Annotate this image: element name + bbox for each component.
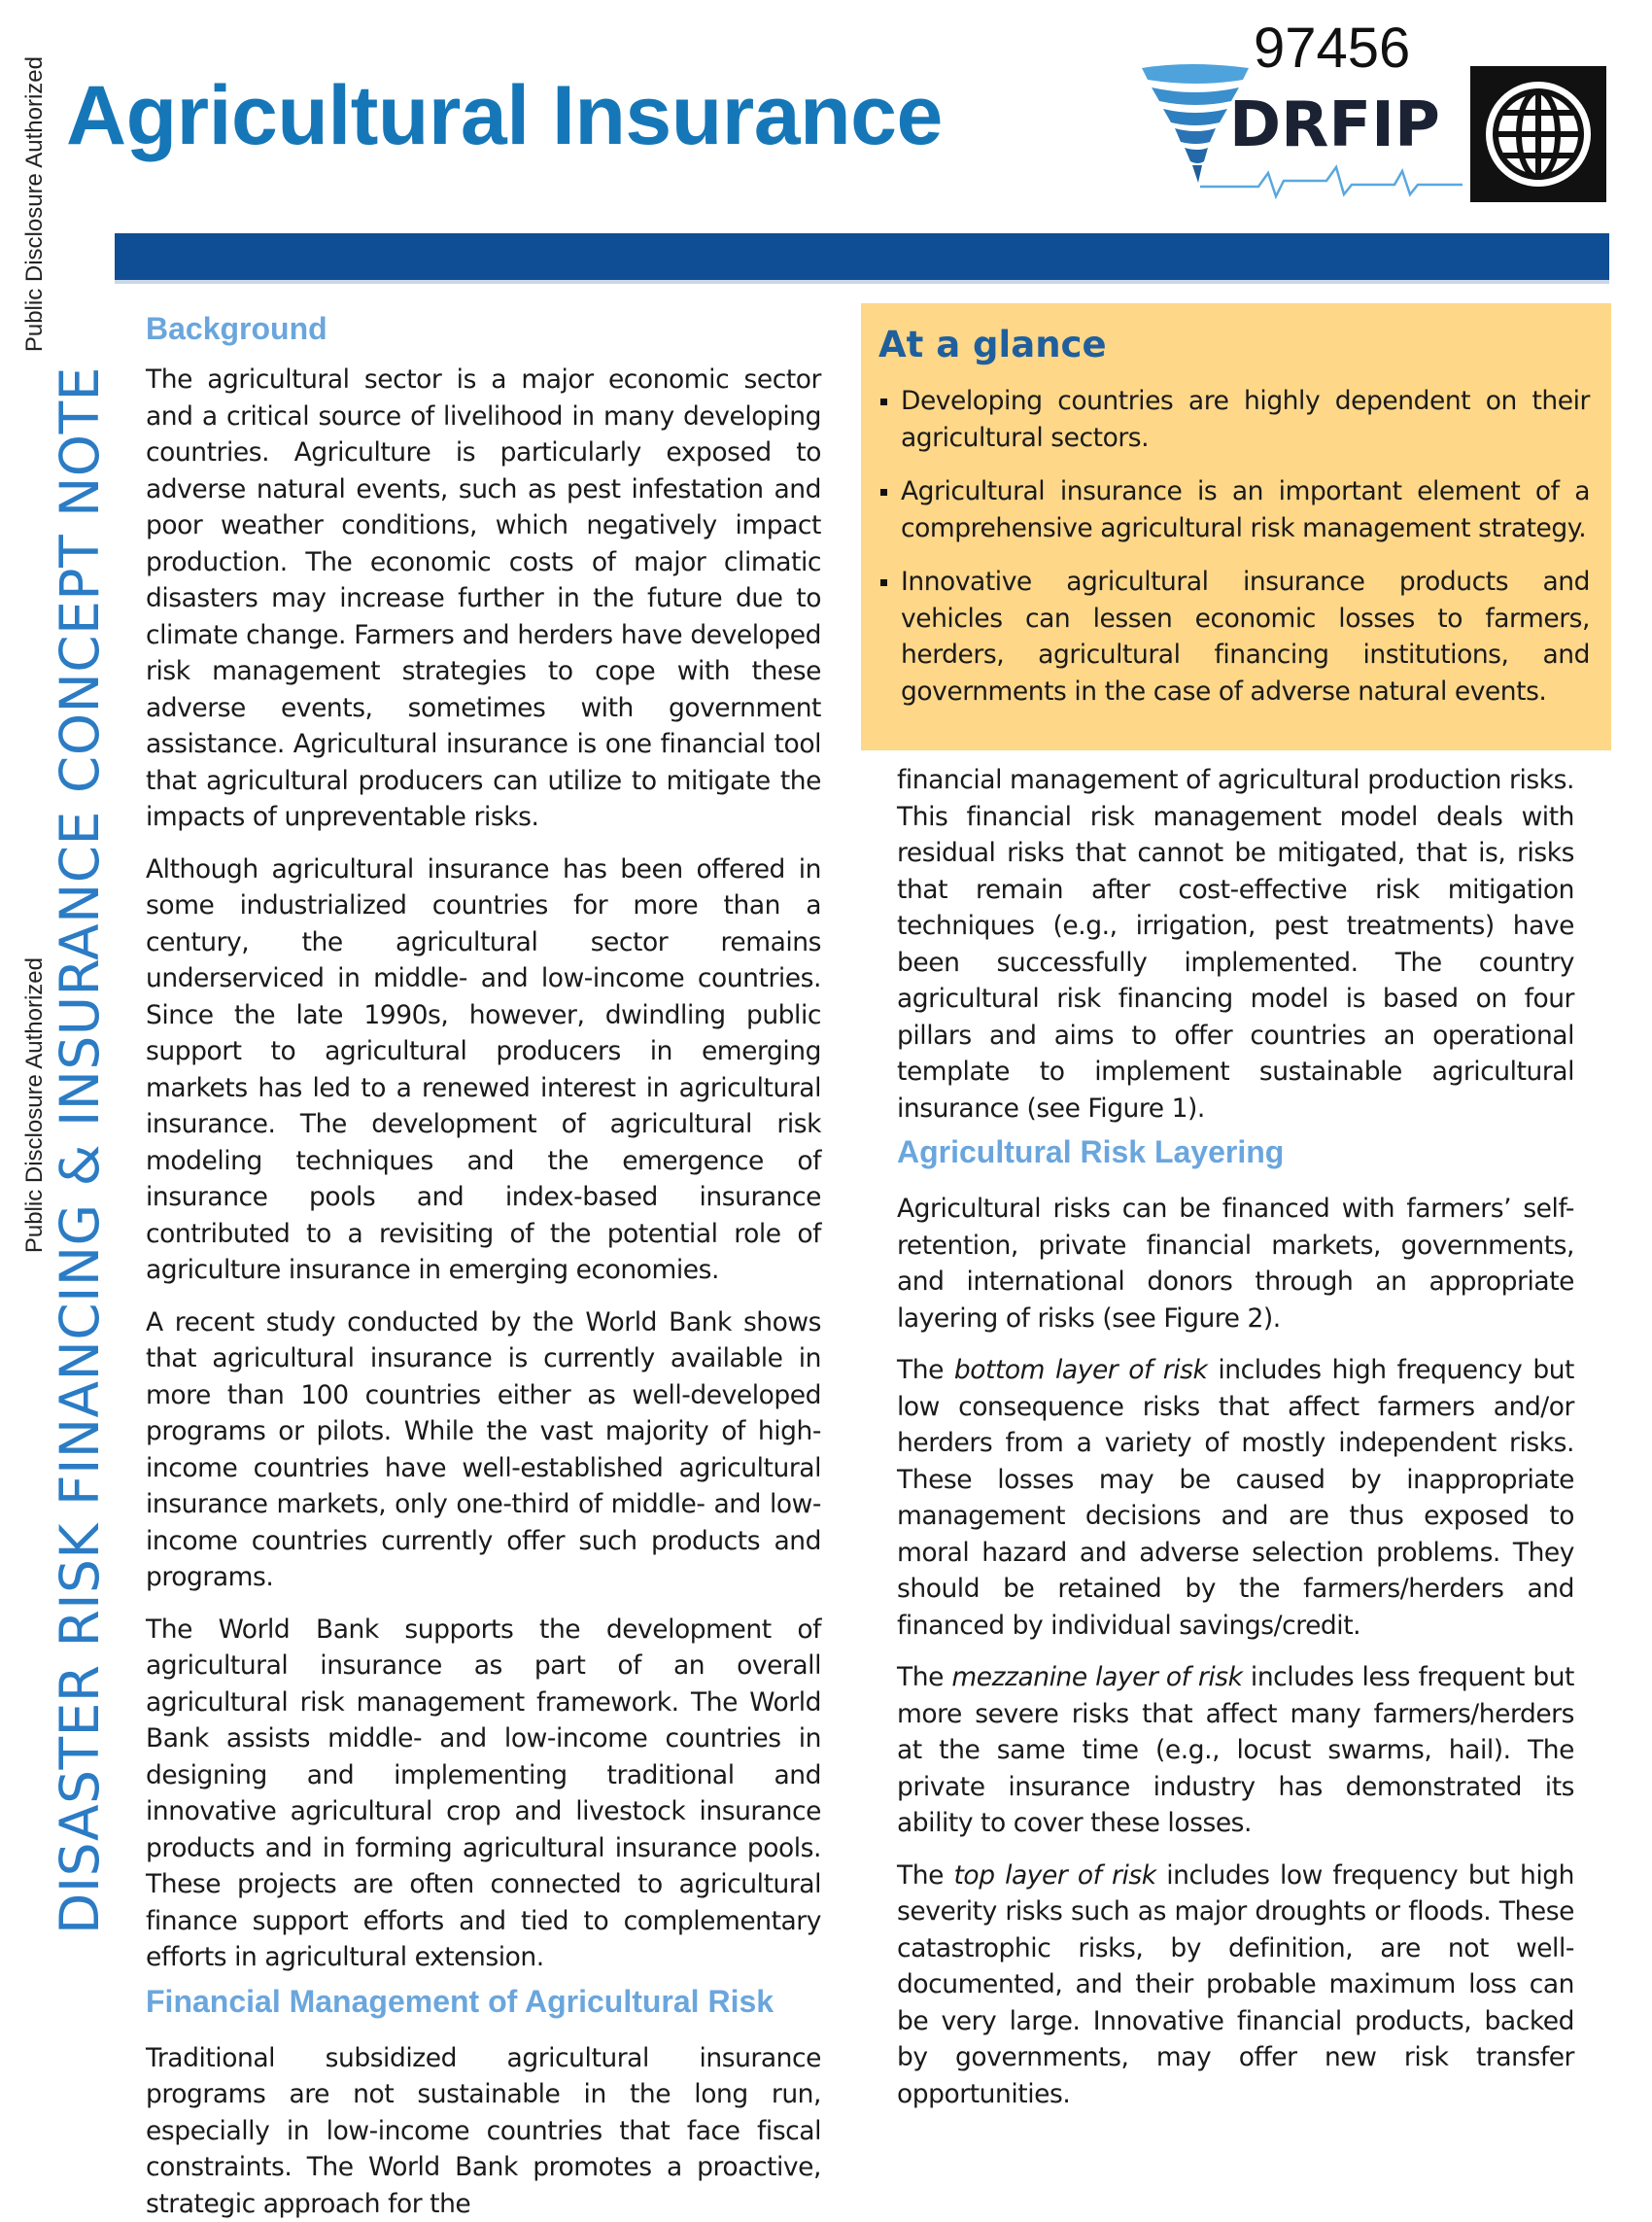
bottom-layer-term: bottom layer of risk (954, 1355, 1208, 1385)
paragraph: Agricultural risks can be financed with farmers’ self-retention, private financial markets, governments, and international donors through an appropriate layering of risks (see Figure 2). (897, 1191, 1574, 1337)
at-a-glance-box (861, 303, 1611, 750)
drfip-logo (1142, 58, 1463, 204)
drfip-logo-text: DRFIP (1229, 89, 1440, 161)
paragraph: A recent study conducted by the World Bank shows that agricultural insurance is currently available in more than 100 countries either as well-developed programs or pilots. While the vast majority of high-income countries have well-established agricultural insurance markets, only one-third of middle- and low-income countries currently offer such products and programs. (146, 1304, 821, 1596)
disclosure-stamp-top: Public Disclosure Authorized (21, 56, 49, 352)
mezzanine-layer-paragraph: The mezzanine layer of risk includes less frequent but more severe risks that affect many farmers/herders at the same time (e.g., locust swarms, hail). The private insurance industry has demonstrated its ability to cover these losses. (897, 1659, 1574, 1842)
paragraph: The World Bank supports the development of agricultural insurance as part of an overall agricultural risk management framework. The World Bank assists middle- and low-income countries in designing and implementing traditional and innovative agricultural crop and livestock insurance products and in forming agricultural insurance pools. These projects are often connected to agricultural finance support efforts and tied to complementary efforts in agricultural extension. (146, 1612, 821, 1976)
left-column (146, 309, 821, 2222)
bullet-icon (880, 399, 887, 405)
header-band-shadow (115, 280, 1609, 284)
risk-layering-heading: Agricultural Risk Layering (897, 1132, 1574, 1171)
paragraph: financial management of agricultural production risks. This financial risk management model deals with residual risks that cannot be mitigated, that is, risks that remain after cost-effective risk mitigation techniques (e.g., irrigation, pest treatments) have been successfully implemented. The country agricultural risk financing model is based on four pillars and aims to offer countries an operational template to implement sustainable agricultural insurance (see Figure 1). (897, 762, 1574, 1127)
top-layer-paragraph: The top layer of risk includes low frequency but high severity risks such as major droughts or floods. These catastrophic risks, by definition, are not well-documented, and their probable maximum loss can be very large. Innovative financial products, backed by governments, may offer new risk transfer opportunities. (897, 1857, 1574, 2113)
paragraph: Although agricultural insurance has been offered in some industrialized countries for more than a century, the agricultural sector remains underserviced in middle- and low-income countries. Since the late 1990s, however, dwindling public support to agricultural producers in emerging markets has led to a renewed interest in agricultural insurance. The development of agricultural risk modeling techniques and the emergence of insurance pools and index-based insurance contributed to a revisiting of the potential role of agriculture insurance in emerging economies. (146, 851, 821, 1289)
right-column (897, 762, 1574, 2112)
paragraph: The agricultural sector is a major economic sector and a critical source of livelihood in many developing countries. Agriculture is particularly exposed to adverse natural events, such as pest infestation and poor weather conditions, which negatively impact production. The economic costs of major climatic disasters may increase further in the future due to climate change. Farmers and herders have developed risk management strategies to cope with these adverse events, sometimes with government assistance. Agricultural insurance is one financial tool that agricultural producers can utilize to mitigate the impacts of unpreventable risks. (146, 362, 821, 836)
paragraph: Traditional subsidized agricultural insurance programs are not sustainable in the long run, especially in low-income countries that face fiscal constraints. The World Bank promotes a proactive, strategic approach for the (146, 2040, 821, 2222)
header-band (115, 233, 1609, 280)
disclosure-stamp-bottom: Public Disclosure Authorized (21, 957, 49, 1253)
bottom-layer-paragraph: The bottom layer of risk includes high frequency but low consequence risks that affect farmers and/or herders from a variety of mostly independent risks. These losses may be caused by inappropriate management decisions and are thus exposed to moral hazard and adverse selection problems. They should be retained by the farmers/herders and financed by individual savings/credit. (897, 1352, 1574, 1644)
at-a-glance-title: At a glance (878, 323, 1590, 367)
glance-item-text: Innovative agricultural insurance products and vehicles can lessen economic losses to farmers, herders, agricultural financing institutions, and governments in the case of adverse natural events. (901, 564, 1590, 710)
glance-item (878, 564, 1590, 710)
top-layer-term: top layer of risk (953, 1860, 1155, 1891)
glance-item-text: Developing countries are highly dependent on their agricultural sectors. (901, 383, 1590, 456)
document-number: 97456 (1254, 16, 1410, 81)
mezzanine-layer-term: mezzanine layer of risk (951, 1662, 1242, 1692)
bullet-icon (880, 489, 887, 496)
glance-item (878, 383, 1590, 456)
glance-item-text: Agricultural insurance is an important element of a comprehensive agricultural risk management strategy. (901, 473, 1590, 546)
page-title: Agricultural Insurance (66, 68, 943, 164)
background-heading: Background (146, 309, 821, 348)
world-bank-logo (1470, 66, 1606, 202)
glance-item (878, 473, 1590, 546)
bullet-icon (880, 579, 887, 586)
series-title-vertical: DISASTER RISK FINANCING & INSURANCE CONCEPT NOTE (49, 316, 111, 1934)
financial-management-heading: Financial Management of Agricultural Risk (146, 1982, 821, 2021)
